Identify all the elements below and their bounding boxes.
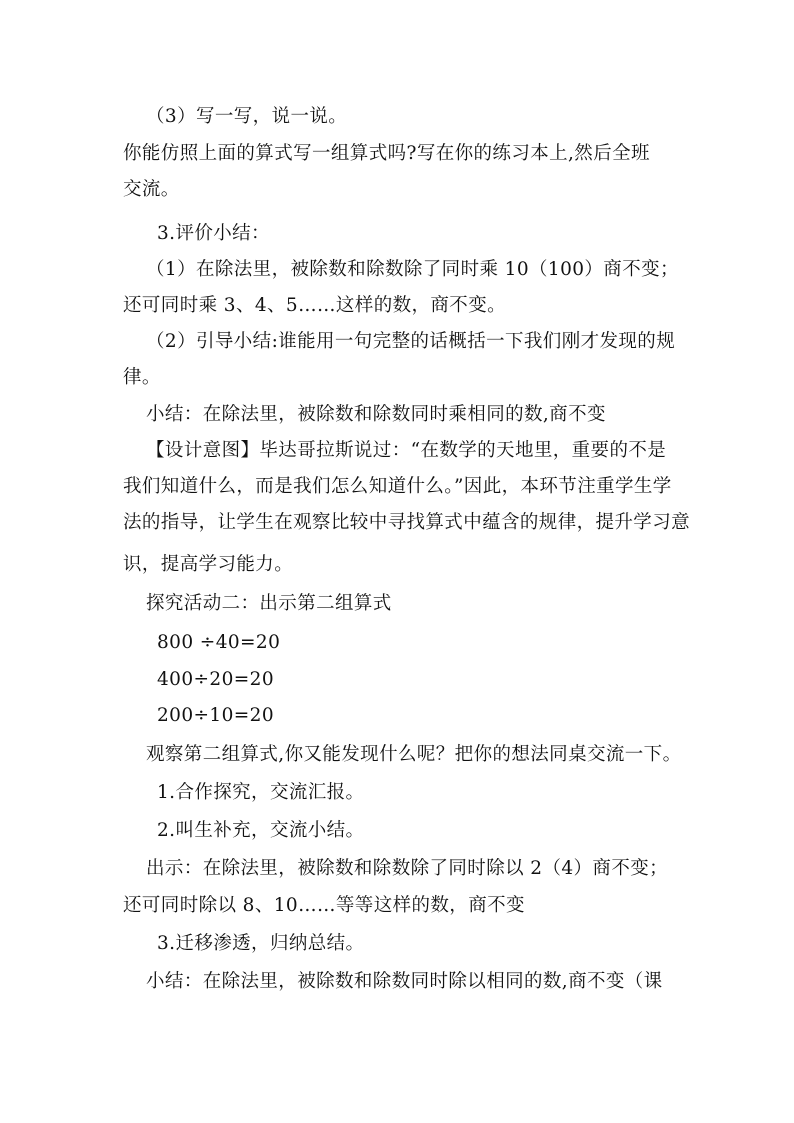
text-line: 出示：在除法里，被除数和除数除了同时除以 2（4）商不变； bbox=[146, 858, 669, 879]
section-heading: 2.叫生补充，交流小结。 bbox=[157, 820, 365, 841]
equation-line: 400÷20=20 bbox=[157, 669, 274, 690]
text-line: 小结：在除法里，被除数和除数同时乘相同的数,商不变 bbox=[146, 404, 606, 425]
text-line: （3）写一写，说一说。 bbox=[146, 106, 348, 127]
text-line: （1）在除法里，被除数和除数除了同时乘 10（100）商不变； bbox=[146, 259, 679, 280]
section-heading: 3.评价小结： bbox=[157, 223, 270, 244]
text-line: 我们知道什么，而是我们怎么知道什么。”因此，本环节注重学生学 bbox=[123, 476, 672, 497]
text-line: 交流。 bbox=[123, 179, 180, 200]
text-line: 法的指导，让学生在观察比较中寻找算式中蕴含的规律，提升学习意 bbox=[123, 512, 691, 533]
text-line: 识，提高学习能力。 bbox=[123, 554, 294, 575]
text-line: 小结：在除法里，被除数和除数同时除以相同的数,商不变（课 bbox=[146, 971, 663, 992]
text-line: 【设计意图】毕达哥拉斯说过：“在数学的天地里，重要的不是 bbox=[146, 440, 667, 461]
equation-line: 200÷10=20 bbox=[157, 705, 274, 726]
text-line: 还可同时乘 3、4、5……这样的数，商不变。 bbox=[123, 295, 506, 316]
text-line: 你能仿照上面的算式写一组算式吗?写在你的练习本上,然后全班 bbox=[123, 143, 650, 164]
text-line: 还可同时除以 8、10……等等这样的数，商不变 bbox=[123, 895, 525, 916]
section-heading: 1.合作探究，交流汇报。 bbox=[157, 782, 365, 803]
text-line: 探究活动二：出示第二组算式 bbox=[146, 593, 392, 614]
text-line: 律。 bbox=[123, 367, 161, 388]
section-heading: 3.迁移渗透，归纳总结。 bbox=[157, 933, 365, 954]
equation-line: 800 ÷40=20 bbox=[157, 632, 281, 653]
text-line: （2）引导小结:谁能用一句完整的话概括一下我们刚才发现的规 bbox=[146, 331, 676, 352]
text-line: 观察第二组算式,你又能发现什么呢？把你的想法同桌交流一下。 bbox=[146, 744, 682, 765]
